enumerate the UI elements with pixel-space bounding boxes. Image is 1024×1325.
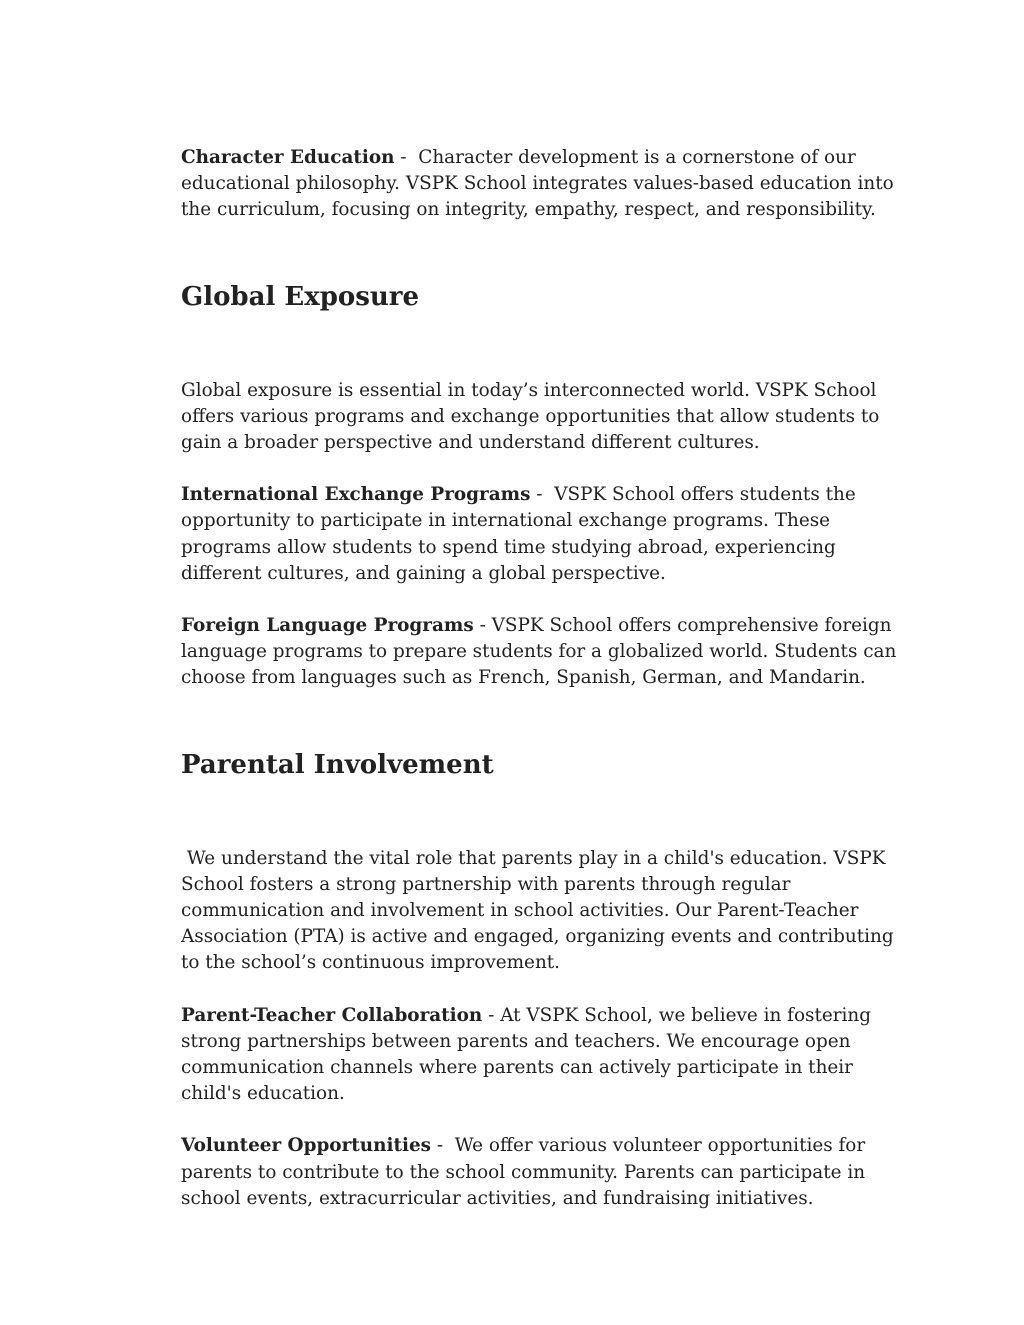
international-exchange-separator: - [530, 484, 555, 506]
international-exchange-paragraph [181, 482, 906, 587]
volunteer-opportunities-text: We offer various volunteer opportunities for parents to contribute to the school community. Parents can participate in school events, extracurricular activities, and fundraising initiatives. [181, 1135, 872, 1209]
parental-involvement-intro: We understand the vital role that parents play in a child's education. VSPK School fosters a strong partnership with parents through regular communication and involvement in school activities. Our Parent-Teacher Association (PTA) is active and engaged, organizing events and contributing to the school’s continuous improvement. [181, 847, 900, 974]
volunteer-opportunities-title: Volunteer Opportunities [181, 1135, 432, 1157]
document-body [181, 145, 906, 1212]
foreign-language-separator: - [473, 615, 492, 637]
character-education-text: Character development is a cornerstone of our educational philosophy. VSPK School integrates values-based education into the curriculum, focusing on integrity, empathy, respect, and responsibility. [181, 147, 900, 221]
parental-involvement-heading: Parental Involvement [181, 749, 494, 780]
parent-teacher-collaboration-separator: - [482, 1004, 501, 1026]
character-education-separator: - [394, 147, 419, 168]
volunteer-opportunities-separator: - [431, 1135, 455, 1157]
international-exchange-text: VSPK School offers students the opportunity to participate in international exchange programs. These programs allow students to spend time studying abroad, experiencing different cultures, and gaining a global perspective. [181, 484, 862, 584]
parent-teacher-collaboration-title: Parent-Teacher Collaboration [181, 1004, 483, 1026]
character-education-paragraph [181, 145, 906, 224]
volunteer-opportunities-paragraph [181, 1133, 906, 1212]
global-exposure-intro: Global exposure is essential in today’s interconnected world. VSPK School offers various programs and exchange opportunities that allow students to gain a broader perspective and understand different cultures. [181, 379, 880, 454]
foreign-language-paragraph [181, 613, 906, 692]
foreign-language-text: VSPK School offers comprehensive foreign language programs to prepare students for a globalized world. Students can choose from languages such as French, Spanish, German, and Mandarin. [181, 615, 903, 689]
parent-teacher-collaboration-text: At VSPK School, we believe in fostering strong partnerships between parents and teachers. We encourage open communication channels where parents can actively participate in their child's education. [181, 1004, 877, 1105]
foreign-language-title: Foreign Language Programs [181, 615, 474, 637]
international-exchange-title: International Exchange Programs [181, 484, 531, 506]
global-exposure-heading: Global Exposure [181, 281, 419, 312]
parent-teacher-collaboration-paragraph [181, 1003, 906, 1108]
character-education-title: Character Education [181, 147, 395, 168]
